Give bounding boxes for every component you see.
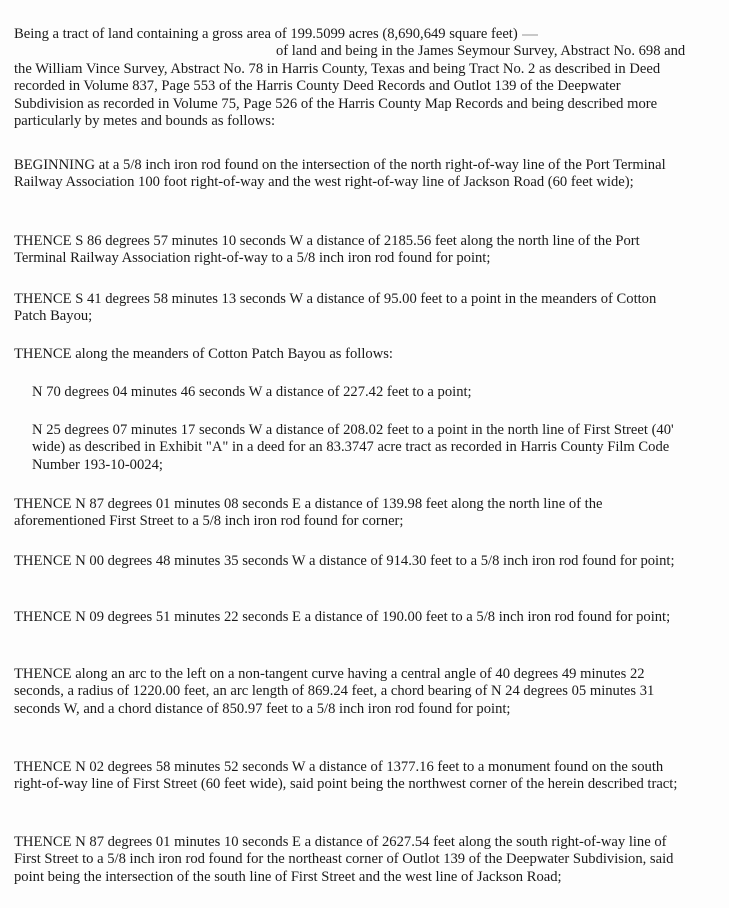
call-paragraph: THENCE along the meanders of Cotton Patch Bayou as follows:	[14, 346, 393, 362]
sub-call-paragraph: N 70 degrees 04 minutes 46 seconds W a distance of 227.42 feet to a point;	[32, 384, 472, 400]
redaction-mark	[522, 34, 538, 36]
call-paragraph: THENCE along an arc to the left on a non-tangent curve having a central angle of 40 degrees 49 minutes 22 seconds, a radius of 1220.00 feet, an arc length of 869.24 feet, a chord bearing of N 24 degrees 05 minutes 31 seconds W, and a chord distance of 850.97 feet to a 5/8 inch iron rod found for point;	[14, 666, 655, 717]
call-paragraph: THENCE N 87 degrees 01 minutes 08 seconds E a distance of 139.98 feet along the north line of the aforementioned First Street to a 5/8 inch iron rod found for corner;	[14, 496, 603, 530]
call-paragraph: THENCE N 02 degrees 58 minutes 52 seconds W a distance of 1377.16 feet to a monument found on the south right-of-way line of First Street (60 feet wide), said point being the northwest corner of the herein described tract;	[14, 759, 678, 793]
intro-paragraph	[14, 26, 689, 130]
call-paragraph: THENCE N 00 degrees 48 minutes 35 seconds W a distance of 914.30 feet to a 5/8 inch iron rod found for point;	[14, 553, 675, 569]
intro-text-part2: of land and being in the James Seymour Survey, Abstract No. 698 and the William Vince Survey, Abstract No. 78 in Harris County, Texas and being Tract No. 2 as described in Deed recorded in Volume 837, Page 553 of the Harris County Deed Records and Outlot 139 of the Deepwater Subdivision as recorded in Volume 75, Page 526 of the Harris County Map Records and being described more particularly by metes and bounds as follows:	[14, 43, 686, 130]
sub-call-paragraph: N 25 degrees 07 minutes 17 seconds W a distance of 208.02 feet to a point in the north line of First Street (40' wide) as described in Exhibit "A" in a deed for an 83.3747 acre tract as recorded in Harris County Film Code Number 193-10-0024;	[32, 422, 674, 473]
call-paragraph: THENCE S 86 degrees 57 minutes 10 seconds W a distance of 2185.56 feet along the north line of the Port Terminal Railway Association right-of-way to a 5/8 inch iron rod found for point;	[14, 233, 640, 267]
call-paragraph: BEGINNING at a 5/8 inch iron rod found on the intersection of the north right-of-way line of the Port Terminal Railway Association 100 foot right-of-way and the west right-of-way line of Jackson Road (60 feet wide);	[14, 157, 666, 191]
call-paragraph: THENCE S 41 degrees 58 minutes 13 seconds W a distance of 95.00 feet to a point in the meanders of Cotton Patch Bayou;	[14, 291, 657, 325]
call-paragraph: THENCE N 09 degrees 51 minutes 22 seconds E a distance of 190.00 feet to a 5/8 inch iron rod found for point;	[14, 609, 671, 625]
intro-text-part1: Being a tract of land containing a gross area of 199.5099 acres (8,690,649 square feet)	[14, 26, 518, 42]
call-paragraph: THENCE N 87 degrees 01 minutes 10 seconds E a distance of 2627.54 feet along the south right-of-way line of First Street to a 5/8 inch iron rod found for the northeast corner of Outlot 139 of the Deepwater Subdivision, said point being the intersection of the south line of First Street and the west line of Jackson Road;	[14, 834, 674, 885]
